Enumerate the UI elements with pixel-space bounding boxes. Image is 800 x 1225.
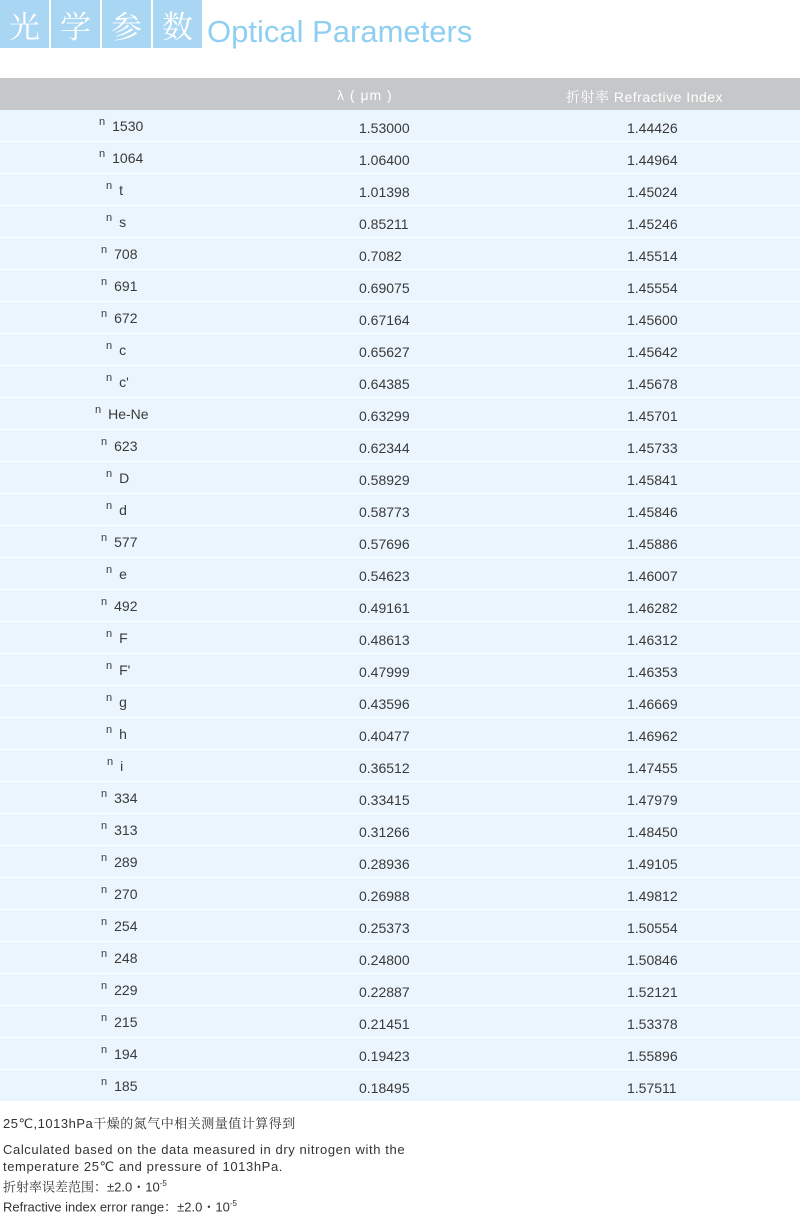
symbol-n: n	[101, 1044, 108, 1056]
symbol-subscript: c	[119, 342, 127, 358]
note-condition-en: Calculated based on the data measured in dry nitrogen with the temperature 25℃ and pressure of 1013hPa.	[3, 1142, 406, 1174]
table-row	[0, 270, 800, 302]
symbol-subscript: 289	[114, 854, 138, 870]
wavelength-cell: 0.65627	[359, 344, 410, 360]
refractive-index-cell: 1.49105	[627, 856, 678, 872]
symbol-cell	[101, 950, 137, 966]
symbol-cell	[106, 182, 123, 198]
symbol-cell	[101, 854, 137, 870]
symbol-n: n	[106, 340, 113, 352]
error-value: ±2.0・10	[177, 1199, 230, 1215]
symbol-subscript: 1530	[112, 118, 144, 134]
table-row	[0, 718, 800, 750]
table-row	[0, 238, 800, 270]
wavelength-cell: 0.33415	[359, 792, 410, 808]
symbol-n: n	[95, 404, 102, 416]
table-row	[0, 142, 800, 174]
symbol-subscript: 248	[114, 950, 138, 966]
refractive-index-cell: 1.46312	[627, 632, 678, 648]
symbol-cell	[106, 502, 127, 518]
symbol-subscript: 672	[114, 310, 138, 326]
symbol-cell	[106, 342, 126, 358]
symbol-cell	[101, 278, 137, 294]
refractive-index-cell: 1.46669	[627, 696, 678, 712]
symbol-cell	[106, 694, 127, 710]
symbol-n: n	[101, 820, 108, 832]
wavelength-cell: 0.7082	[359, 248, 402, 264]
wavelength-cell: 1.01398	[359, 184, 410, 200]
symbol-n: n	[106, 724, 113, 736]
symbol-n: n	[99, 148, 106, 160]
title-char-box: 参	[102, 0, 151, 48]
symbol-cell	[101, 310, 137, 326]
table-row	[0, 654, 800, 686]
error-label-en: Refractive index error range：	[3, 1199, 178, 1215]
symbol-cell	[106, 662, 130, 678]
symbol-subscript: 215	[114, 1014, 138, 1030]
symbol-n: n	[101, 436, 108, 448]
wavelength-cell: 0.63299	[359, 408, 410, 424]
refractive-index-cell: 1.55896	[627, 1048, 678, 1064]
symbol-n: n	[106, 180, 113, 192]
symbol-subscript: 623	[114, 438, 138, 454]
table-row	[0, 686, 800, 718]
symbol-subscript: 691	[114, 278, 138, 294]
table-row	[0, 174, 800, 206]
wavelength-cell: 0.69075	[359, 280, 410, 296]
symbol-subscript: 185	[114, 1078, 138, 1094]
symbol-subscript: c'	[119, 374, 129, 390]
table-row	[0, 398, 800, 430]
column-header-refractive-index: 折射率 Refractive Index	[566, 89, 724, 105]
wavelength-cell: 0.58773	[359, 504, 410, 520]
refractive-index-cell: 1.46962	[627, 728, 678, 744]
wavelength-cell: 0.24800	[359, 952, 410, 968]
symbol-n: n	[101, 244, 108, 256]
wavelength-cell: 0.19423	[359, 1048, 410, 1064]
symbol-subscript: F	[119, 630, 128, 646]
symbol-subscript: 334	[114, 790, 138, 806]
symbol-subscript: F'	[119, 662, 131, 678]
symbol-subscript: 492	[114, 598, 138, 614]
symbol-cell	[106, 566, 127, 582]
column-header-wavelength: λ ( μm )	[337, 87, 393, 103]
refractive-index-cell: 1.50554	[627, 920, 678, 936]
symbol-subscript: 229	[114, 982, 138, 998]
wavelength-cell: 0.49161	[359, 600, 410, 616]
symbol-subscript: 1064	[112, 150, 144, 166]
refractive-index-cell: 1.45514	[627, 248, 678, 264]
symbol-n: n	[106, 500, 113, 512]
title-char-box: 光	[0, 0, 49, 48]
symbol-n: n	[101, 980, 108, 992]
symbol-subscript: t	[119, 182, 124, 198]
wavelength-cell: 0.48613	[359, 632, 410, 648]
table-body	[0, 110, 800, 1102]
refractive-index-cell: 1.44426	[627, 120, 678, 136]
wavelength-cell: 1.06400	[359, 152, 410, 168]
page-title: Optical Parameters	[207, 14, 473, 49]
symbol-cell	[101, 438, 137, 454]
note-error-en	[3, 1195, 473, 1215]
symbol-subscript: g	[119, 694, 127, 710]
symbol-n: n	[101, 1076, 108, 1088]
refractive-index-cell: 1.46353	[627, 664, 678, 680]
error-label-cn: 折射率误差范围：	[3, 1179, 108, 1195]
symbol-n: n	[106, 372, 113, 384]
symbol-subscript: h	[119, 726, 127, 742]
symbol-subscript: 313	[114, 822, 138, 838]
table-row	[0, 1070, 800, 1102]
table-row	[0, 814, 800, 846]
wavelength-cell: 0.64385	[359, 376, 410, 392]
symbol-n: n	[101, 308, 108, 320]
table-row	[0, 910, 800, 942]
symbol-cell	[101, 1014, 137, 1030]
wavelength-cell: 0.31266	[359, 824, 410, 840]
refractive-index-cell: 1.45554	[627, 280, 678, 296]
symbol-subscript: 254	[114, 918, 138, 934]
symbol-subscript: i	[120, 758, 124, 774]
symbol-n: n	[106, 212, 113, 224]
note-error-cn	[3, 1175, 473, 1195]
table-row	[0, 558, 800, 590]
title-char-box: 学	[51, 0, 100, 48]
table-row	[0, 366, 800, 398]
symbol-n: n	[101, 276, 108, 288]
symbol-n: n	[101, 916, 108, 928]
symbol-n: n	[106, 468, 113, 480]
table-row	[0, 590, 800, 622]
symbol-n: n	[101, 788, 108, 800]
wavelength-cell: 0.47999	[359, 664, 410, 680]
wavelength-cell: 0.54623	[359, 568, 410, 584]
table-row	[0, 302, 800, 334]
symbol-n: n	[106, 692, 113, 704]
wavelength-cell: 0.43596	[359, 696, 410, 712]
refractive-index-cell: 1.44964	[627, 152, 678, 168]
table-row	[0, 974, 800, 1006]
refractive-index-cell: 1.53378	[627, 1016, 678, 1032]
symbol-cell	[106, 214, 126, 230]
table-row	[0, 782, 800, 814]
symbol-n: n	[106, 564, 113, 576]
wavelength-cell: 0.18495	[359, 1080, 410, 1096]
wavelength-cell: 0.25373	[359, 920, 410, 936]
title-bar	[0, 0, 472, 50]
refractive-index-cell: 1.45246	[627, 216, 678, 232]
symbol-n: n	[101, 1012, 108, 1024]
wavelength-cell: 0.85211	[359, 216, 409, 232]
wavelength-cell: 1.53000	[359, 120, 410, 136]
symbol-cell	[95, 406, 149, 422]
table-row	[0, 846, 800, 878]
table-header	[0, 78, 800, 110]
symbol-n: n	[106, 628, 113, 640]
symbol-n: n	[106, 660, 113, 672]
refractive-index-cell: 1.57511	[627, 1080, 677, 1096]
symbol-cell	[101, 246, 137, 262]
error-exponent: -5	[159, 1179, 167, 1188]
symbol-subscript: d	[119, 502, 127, 518]
notes	[3, 1115, 473, 1216]
error-exponent: -5	[229, 1199, 237, 1209]
refractive-index-cell: 1.46007	[627, 568, 678, 584]
symbol-cell	[106, 630, 128, 646]
wavelength-cell: 0.67164	[359, 312, 410, 328]
symbol-subscript: He-Ne	[108, 406, 149, 422]
symbol-cell	[101, 886, 137, 902]
refractive-index-cell: 1.45841	[627, 472, 678, 488]
table-row	[0, 1038, 800, 1070]
refractive-index-cell: 1.45701	[627, 408, 678, 424]
table-row	[0, 110, 800, 142]
wavelength-cell: 0.36512	[359, 760, 410, 776]
wavelength-cell: 0.28936	[359, 856, 410, 872]
refractive-index-cell: 1.46282	[627, 600, 678, 616]
symbol-subscript: e	[119, 566, 127, 582]
symbol-subscript: D	[119, 470, 130, 486]
refractive-index-cell: 1.45846	[627, 504, 678, 520]
refractive-index-cell: 1.45642	[627, 344, 678, 360]
symbol-n: n	[101, 596, 108, 608]
symbol-subscript: 708	[114, 246, 138, 262]
symbol-subscript: 194	[114, 1046, 138, 1062]
table-row	[0, 622, 800, 654]
table-row	[0, 878, 800, 910]
symbol-cell	[101, 790, 137, 806]
wavelength-cell: 0.58929	[359, 472, 410, 488]
table-row	[0, 334, 800, 366]
table-row	[0, 1006, 800, 1038]
symbol-n: n	[101, 884, 108, 896]
refractive-index-cell: 1.45733	[627, 440, 678, 456]
refractive-index-cell: 1.45886	[627, 536, 678, 552]
symbol-n: n	[101, 852, 108, 864]
symbol-cell	[99, 118, 143, 134]
note-condition-cn: 25℃,1013hPa干燥的氮气中相关测量值计算得到	[3, 1116, 296, 1131]
symbol-cell	[101, 534, 137, 550]
refractive-index-cell: 1.52121	[627, 984, 678, 1000]
wavelength-cell: 0.57696	[359, 536, 410, 552]
refractive-index-cell: 1.45024	[627, 184, 678, 200]
symbol-cell	[106, 470, 129, 486]
table-row	[0, 462, 800, 494]
symbol-cell	[101, 1046, 137, 1062]
symbol-cell	[101, 1078, 137, 1094]
table-row	[0, 206, 800, 238]
symbol-cell	[106, 726, 127, 742]
symbol-cell	[101, 598, 137, 614]
refractive-index-cell: 1.47455	[627, 760, 678, 776]
table-row	[0, 750, 800, 782]
table-row	[0, 430, 800, 462]
wavelength-cell: 0.62344	[359, 440, 410, 456]
table-row	[0, 494, 800, 526]
refractive-index-cell: 1.50846	[627, 952, 678, 968]
title-char-box: 数	[153, 0, 202, 48]
symbol-n: n	[99, 116, 106, 128]
refractive-index-cell: 1.45600	[627, 312, 678, 328]
table-row	[0, 526, 800, 558]
symbol-cell	[101, 822, 137, 838]
symbol-cell	[106, 374, 129, 390]
symbol-subscript: 270	[114, 886, 138, 902]
symbol-n: n	[107, 756, 114, 768]
symbol-cell	[101, 918, 137, 934]
wavelength-cell: 0.21451	[359, 1016, 410, 1032]
symbol-n: n	[101, 948, 108, 960]
symbol-cell	[101, 982, 137, 998]
refractive-index-cell: 1.49812	[627, 888, 678, 904]
wavelength-cell: 0.40477	[359, 728, 410, 744]
symbol-subscript: 577	[114, 534, 138, 550]
symbol-cell	[107, 758, 123, 774]
refractive-index-cell: 1.48450	[627, 824, 678, 840]
wavelength-cell: 0.22887	[359, 984, 410, 1000]
wavelength-cell: 0.26988	[359, 888, 410, 904]
optical-parameters-table	[0, 78, 800, 1102]
refractive-index-cell: 1.45678	[627, 376, 678, 392]
symbol-cell	[99, 150, 143, 166]
symbol-n: n	[101, 532, 108, 544]
symbol-subscript: s	[119, 214, 127, 230]
table-row	[0, 942, 800, 974]
error-value: ±2.0・10	[107, 1179, 160, 1195]
refractive-index-cell: 1.47979	[627, 792, 678, 808]
